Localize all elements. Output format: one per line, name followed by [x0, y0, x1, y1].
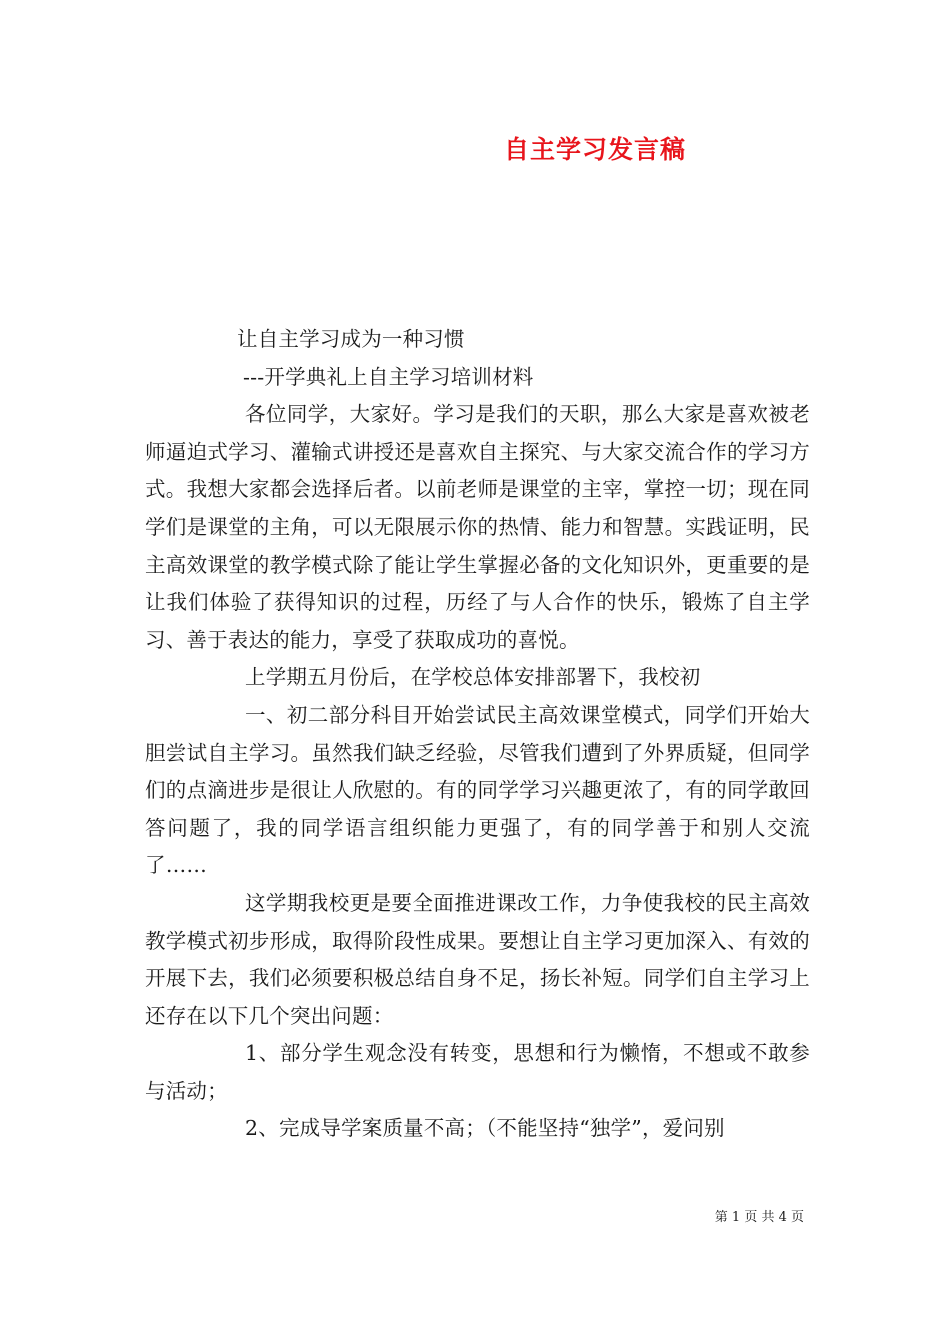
paragraph-last-semester: 上学期五月份后，在学校总体安排部署下，我校初	[245, 665, 701, 690]
paragraph-problem-1: 1、部分学生观念没有转变，思想和行为懒惰，不想或不敢参与活动；	[145, 1041, 810, 1103]
document-title: 自主学习发言稿	[503, 135, 686, 164]
paragraph-greeting: 各位同学，大家好。学习是我们的天职，那么大家是喜欢被老师逼迫式学习、灌输式讲授还是喜欢自主探究、与大家交流合作的学习方式。我想大家都会选择后者。以前老师是课堂的主宰，掌控一切；现在同学们是课堂的主角，可以无限展示你的热情、能力和智慧。实践证明，民主高效课堂的教学模式除了能让学生掌握必备的文化知识外，更重要的是让我们体验了获得知识的过程，历经了与人合作的快乐，锻炼了自主学习、善于表达的能力，享受了获取成功的喜悦。	[145, 402, 810, 652]
paragraph-this-semester: 这学期我校更是要全面推进课改工作，力争使我校的民主高效教学模式初步形成，取得阶段性成果。要想让自主学习更加深入、有效的开展下去，我们必须要积极总结自身不足，扬长补短。同学们自主学习上还存在以下几个突出问题：	[145, 890, 810, 1028]
paragraph-progress: 一、初二部分科目开始尝试民主高效课堂模式，同学们开始大胆尝试自主学习。虽然我们缺乏经验，尽管我们遭到了外界质疑，但同学们的点滴进步是很让人欣慰的。有的同学学习兴趣更浓了，有的同学敢回答问题了，我的同学语言组织能力更强了，有的同学善于和别人交流了……	[145, 702, 810, 878]
speech-heading: 让自主学习成为一种习惯	[237, 327, 465, 351]
speech-subheading: ---开学典礼上自主学习培训材料	[243, 364, 534, 389]
document-body	[145, 321, 810, 1148]
paragraph-problem-2: 2、完成导学案质量不高；（不能坚持“独学”，爱问别	[245, 1116, 725, 1141]
page-footer: 第 1 页 共 4 页	[714, 1210, 804, 1225]
